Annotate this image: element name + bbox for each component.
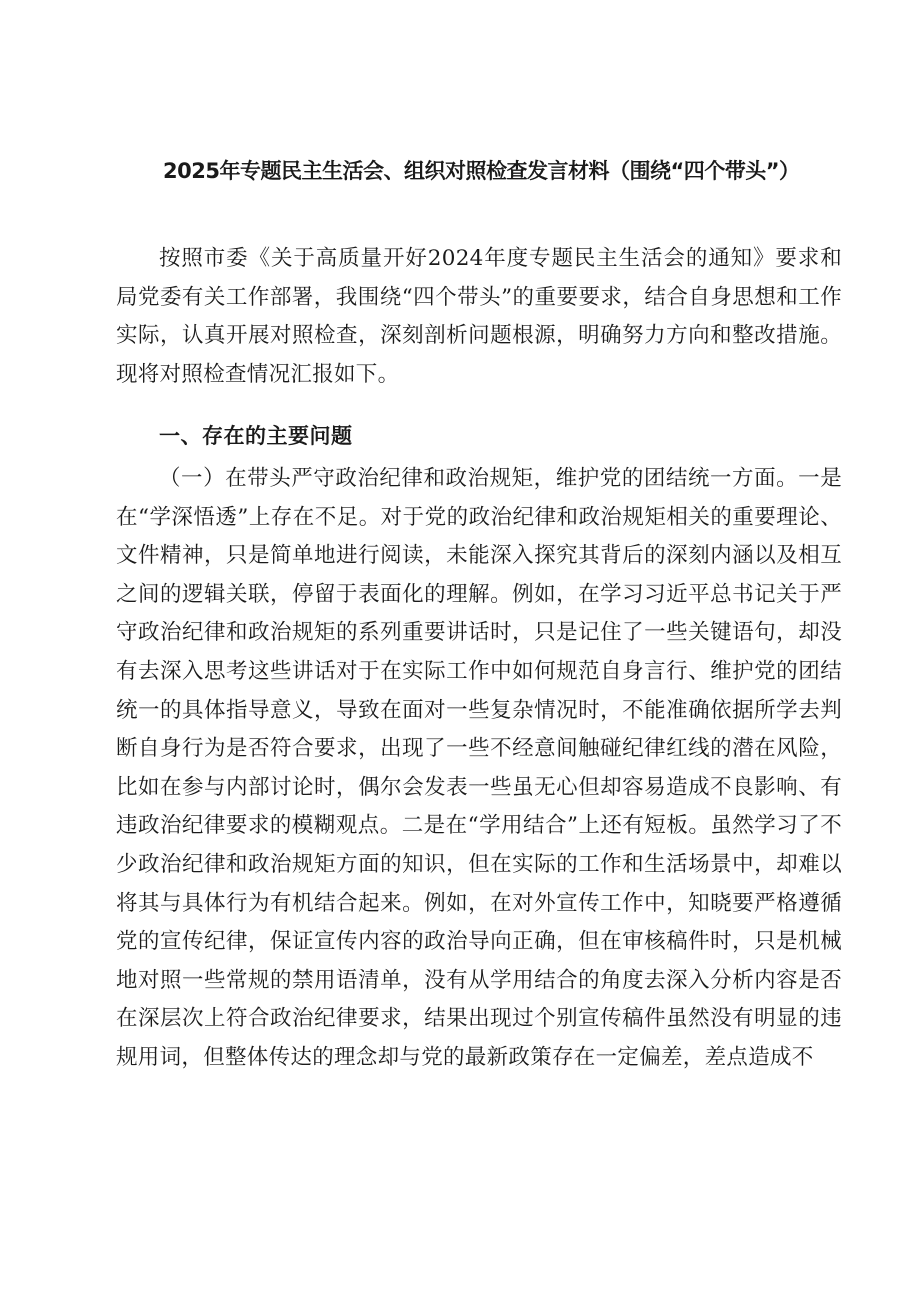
section-1-paragraph: （一）在带头严守政治纪律和政治规矩，维护党的团结统一方面。一是在“学深悟透”上存在不足。对于党的政治纪律和政治规矩相关的重要理论、文件精神，只是简单地进行阅读，未能深入探究其背后的深刻内涵以及相互之间的逻辑关联，停留于表面化的理解。例如，在学习习近平总书记关于严守政治纪律和政治规矩的系列重要讲话时，只是记住了一些关键语句，却没有去深入思考这些讲话对于在实际工作中如何规范自身言行、维护党的团结统一的具体指导意义，导致在面对一些复杂情况时，不能准确依据所学去判断自身行为是否符合要求，出现了一些不经意间触碰纪律红线的潜在风险，比如在参与内部讨论时，偶尔会发表一些虽无心但却容易造成不良影响、有违政治纪律要求的模糊观点。二是在“学用结合”上还有短板。虽然学习了不少政治纪律和政治规矩方面的知识，但在实际的工作和生活场景中，却难以将其与具体行为有机结合起来。例如，在对外宣传工作中，知晓要严格遵循党的宣传纪律，保证宣传内容的政治导向正确，但在审核稿件时，只是机械地对照一些常规的禁用语清单，没有从学用结合的角度去深入分析内容是否在深层次上符合政治纪律要求，结果出现过个别宣传稿件虽然没有明显的违规用词，但整体传达的理念却与党的最新政策存在一定偏差，差点造成不 (116, 466, 842, 1070)
section-heading-problems: 一、存在的主要问题 (159, 424, 353, 448)
intro-paragraph: 按照市委《关于高质量开好2024年度专题民主生活会的通知》要求和局党委有关工作部署，我围绕“四个带头”的重要要求，结合自身思想和工作实际，认真开展对照检查，深刻剖析问题根源，明确努力方向和整改措施。现将对照检查情况汇报如下。 (116, 246, 842, 387)
document-title: 2025年专题民主生活会、组织对照检查发言材料（围绕“四个带头”） (163, 159, 800, 183)
